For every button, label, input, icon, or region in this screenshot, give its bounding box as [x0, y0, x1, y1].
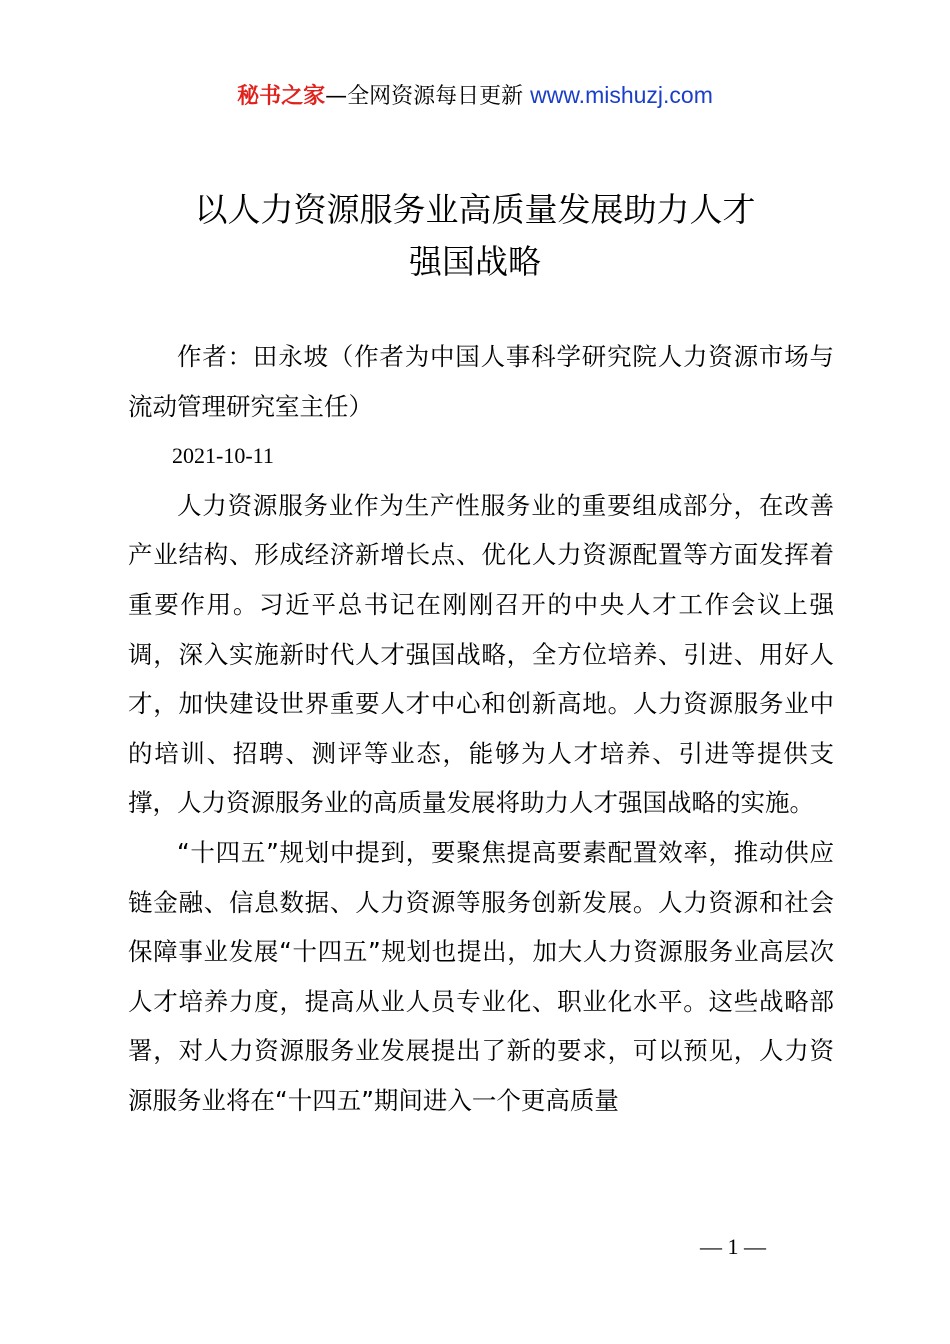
publish-date: 2021-10-11 [172, 443, 274, 469]
site-header [0, 78, 950, 114]
site-url[interactable]: www.mishuzj.com [530, 82, 713, 108]
document-body [128, 332, 834, 1126]
header-slogan: —全网资源每日更新 [325, 84, 524, 109]
author-line: 作者：田永坡（作者为中国人事科学研究院人力资源市场与流动管理研究室主任） [128, 342, 834, 421]
page-number: — 1 — [700, 1234, 766, 1259]
brand-name: 秘书之家 [237, 84, 326, 109]
paragraph: “十四五”规划中提到，要聚焦提高要素配置效率，推动供应链金融、信息数据、人力资源等服务创新发展。人力资源和社会保障事业发展“十四五”规划也提出，加大人力资源服务业高层次人才培养力度，提高从业人员专业化、职业化水平。这些战略部署，对人力资源服务业发展提出了新的要求，可以预见，人力资源服务业将在“十四五”期间进入一个更高质量 [128, 837, 834, 1115]
paragraph: 人力资源服务业作为生产性服务业的重要组成部分，在改善产业结构、形成经济新增长点、优化人力资源配置等方面发挥着重要作用。习近平总书记在刚刚召开的中央人才工作会议上强调，深入实施新时代人才强国战略，全方位培养、引进、用好人才，加快建设世界重要人才中心和创新高地。人力资源服务业中的培训、招聘、测评等业态，能够为人才培养、引进等提供支撑，人力资源服务业的高质量发展将助力人才强国战略的实施。 [128, 490, 834, 818]
title-line-2: 强国战略 [409, 242, 541, 281]
document-title [0, 184, 950, 288]
title-line-1: 以人力资源服务业高质量发展助力人才 [194, 190, 756, 229]
